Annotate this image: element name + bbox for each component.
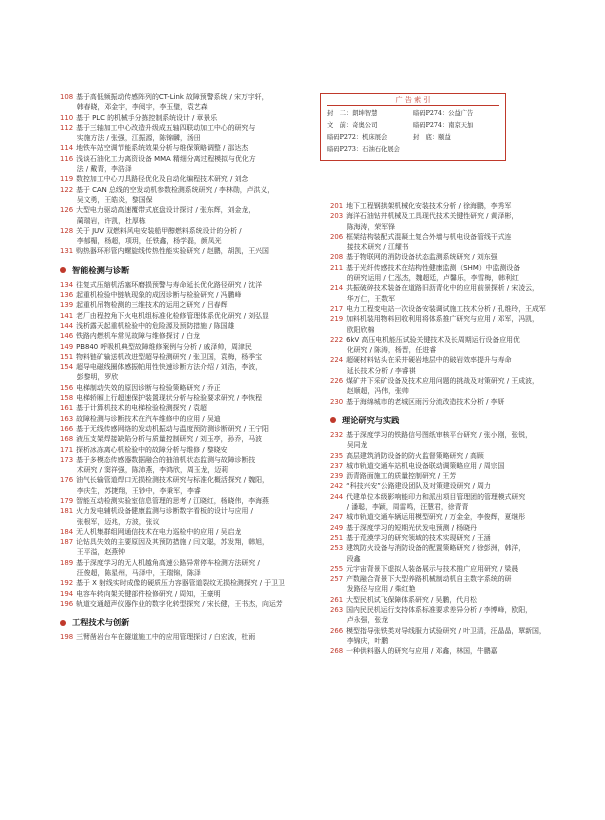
entry-text: 火力发电辅机设备健康监测与诊断数字看板的设计与应用 / — [76, 507, 253, 516]
toc-entry — [330, 314, 595, 324]
page-number: 194 — [60, 589, 74, 598]
toc-entry — [330, 242, 595, 252]
page-number: 192 — [60, 579, 74, 588]
right-pre-entries — [330, 201, 595, 407]
entry-text: 段鑫 — [333, 554, 361, 563]
entry-text: 海洋石油钻井机械及工具现代技术关键性研究 / 黄泽彬， — [346, 212, 519, 221]
toc-entry — [330, 543, 595, 553]
entry-text: 张根军，迈兆，方波，张议 — [63, 517, 160, 526]
toc-entry — [330, 574, 595, 584]
page-number: 126 — [60, 206, 74, 215]
page-number: 144 — [60, 321, 74, 330]
toc-entry — [60, 102, 320, 112]
entry-text: 探析冰冻离心机检验中的故障分析与维修 / 黎晓安 — [76, 445, 228, 454]
page-number: 110 — [60, 113, 74, 122]
toc-entry — [330, 211, 595, 221]
entry-text: 蔺瑞岩，许凯，杜厚栋 — [63, 216, 146, 225]
entry-text: 煤矿井下采矿设备及技术应用问题的挑战及对策研究 / 王成波， — [346, 377, 539, 386]
entry-text: 无人机集群组网通信技术在电力巡检中的应用 / 吴启龙 — [76, 527, 242, 536]
page-number: 151 — [60, 352, 74, 361]
toc-entry — [60, 632, 320, 642]
toc-entry — [330, 222, 595, 232]
page-number: 166 — [60, 424, 74, 433]
page-number: 158 — [60, 394, 74, 403]
toc-entry — [60, 424, 320, 434]
entry-text: 起重机检验中链轨现象的成因诊断与检验研究 / 冯鹏峰 — [76, 291, 242, 300]
toc-entry — [330, 325, 595, 335]
toc-entry — [330, 345, 595, 355]
toc-entry — [330, 366, 595, 376]
toc-entry — [60, 280, 320, 290]
entry-text: 国内民民机运行支持体系标准要求差异分析 / 李博峰，欧阳， — [346, 605, 533, 614]
toc-entry — [60, 506, 320, 516]
toc-entry — [60, 599, 320, 609]
toc-entry — [60, 205, 320, 215]
toc-entry — [330, 263, 595, 273]
entry-text: 地铁车站空调节能系统效果分析与维保策略调整 / 邵达杰 — [76, 144, 249, 153]
toc-entry — [60, 527, 320, 537]
page-number: 253 — [330, 544, 344, 553]
entry-text: 城市轨道交通车站机电设备联动调策略应用 / 周宗国 — [346, 461, 505, 470]
entry-text: 加料机装用物料回收利用将体系推广研究与应用 / 邓军，冯凯， — [346, 315, 539, 324]
ad-entry: 封 二：朗坤智慧 — [327, 110, 378, 117]
left-column — [60, 0, 320, 643]
entry-text: 欧阳欣棉 — [333, 325, 375, 334]
toc-entry — [330, 584, 595, 594]
entry-text: 基于深度学习的铁路信号图纸审核平台研究 / 张小刚，张锐， — [346, 430, 533, 439]
toc-entry — [60, 362, 320, 372]
entry-text: 基于深度学习的无人机越角高速公路异常停车检测方法研究 / — [76, 558, 260, 567]
entry-text: 往复式压缩机活塞环磨损预警与寿命延长优化路径研究 / 沈洋 — [76, 280, 263, 289]
page-number: 263 — [330, 605, 344, 614]
entry-text: 基于物联网的消防设备状态监测系统研究 / 刘东强 — [346, 253, 498, 262]
entry-text: 李郁楣，杨超，项玥，任铁鑫，杨学磊，颜凤光 — [63, 237, 222, 246]
page-number: 201 — [330, 202, 344, 210]
toc-entry — [60, 92, 320, 102]
entry-text: PB840 呼吸机典型故障维修案例与分析 / 戚泽帅，周津民 — [76, 342, 252, 351]
page-number: 249 — [330, 523, 344, 532]
toc-entry — [330, 335, 595, 345]
toc-entry — [60, 154, 320, 164]
entry-text: 实施方法 / 张强，江振源，陈锦麟，汤田 — [63, 134, 201, 143]
entry-text: 基于多模态传感器数据融合的抽油机状态监测与故障诊断技 — [76, 455, 256, 464]
page-number: 116 — [60, 154, 74, 163]
entry-text: 地下工程钢拱架机械化安装技术分析 / 徐海鹏，李秀军 — [346, 202, 512, 210]
toc-entry — [330, 440, 595, 450]
page-number: 266 — [330, 626, 344, 635]
toc-entry — [60, 455, 320, 465]
page-number: 128 — [60, 226, 74, 235]
entry-text: 老厂由程控角下火电机组标准化检修管理体系优化研究 / 刘弘显 — [76, 311, 269, 320]
ad-entry: 封 底：颐益 — [413, 134, 451, 141]
toc-entry — [330, 461, 595, 471]
entry-text: 购热器环形管内螺旋线传热性能实验研究 / 赵鹏，胡凯，王兴国 — [76, 247, 269, 256]
entry-text: 华万仁，王数军 — [333, 294, 396, 303]
entry-text: 接技术研究 / 江耀书 — [333, 243, 409, 252]
toc-entry — [330, 294, 595, 304]
page-number: 217 — [330, 304, 344, 313]
ad-entry: 文 前：奇奥公司 — [327, 122, 378, 129]
entry-text: 代建单位本级影响能印力和派出项目管理团的管理模式研究 — [346, 492, 526, 501]
toc-entry — [330, 554, 595, 564]
page-number: 163 — [60, 414, 74, 423]
left-section1-entries — [60, 280, 320, 610]
entry-text: 框架结构装配式混凝土复合外墙与机电设备管线干式连 — [346, 232, 512, 241]
toc-entry — [330, 512, 595, 522]
page-number: 161 — [60, 404, 74, 413]
toc-entry — [60, 216, 320, 226]
toc-entry — [330, 595, 595, 605]
toc-entry — [330, 492, 595, 502]
toc-entry — [60, 331, 320, 341]
entry-text: 化研究 / 陈涛，杨晋，任进睿 — [333, 346, 437, 355]
page-number: 176 — [60, 476, 74, 485]
page-number: 235 — [330, 451, 344, 460]
page-number: 226 — [330, 377, 344, 386]
page-number: 122 — [60, 185, 74, 194]
entry-text: / 潘聪，李颖，周雷鸣，汪慧君，徐青青 — [333, 503, 469, 512]
entry-text: 三臂凿岩台车在隧道施工中的应用管理探讨 / 白宏波，杜雨 — [76, 633, 256, 642]
toc-entry — [60, 475, 320, 485]
toc-entry — [330, 252, 595, 262]
entry-text: “科技兴安”公路建设团队及对策建设研究 / 周力 — [346, 482, 491, 491]
toc-entry — [330, 523, 595, 533]
entry-text: 李锦庆，叶鹏 — [333, 636, 389, 645]
page-number: 239 — [330, 472, 344, 481]
entry-text: 基于 PLC 的机械手分拣控制系统设计 / 章景乐 — [76, 113, 218, 122]
section-title: 工程技术与创新 — [72, 617, 130, 628]
page-number: 257 — [330, 575, 344, 584]
entry-text: 数控加工中心刀具路径优化及自动化编程技术研究 / 刘念 — [76, 175, 249, 184]
page-number: 196 — [60, 599, 74, 608]
entry-text: 法 / 戴青，李浩泽 — [63, 165, 132, 174]
entry-text: 大型电力驱动高速覆带式底盘设计探讨 / 张东辉，刘金龙， — [76, 206, 256, 215]
entry-text: 的研究运用 / 仁泓杰，魏超廷，卢馨乐，李雪梅，韩利红 — [333, 274, 519, 283]
entry-text: 电容车转向架关键部件检修研究 / 周知，王豪明 — [76, 589, 221, 598]
toc-entry — [330, 451, 595, 461]
section-title: 智能检测与诊断 — [72, 264, 130, 275]
bullet-icon — [330, 417, 336, 423]
entry-text: 产数融合背景下大型养路机械制动机自主数字系统的研 — [346, 575, 512, 584]
ad-entry: 暗码P274：公益广告 — [413, 110, 474, 117]
section-heading — [330, 415, 595, 426]
page-number: 203 — [330, 212, 344, 221]
entry-text: 基于 X 射线实时成像的硬质压力容器管道裂纹无损检测探究 / 于卫卫 — [76, 579, 285, 588]
toc-entry — [330, 376, 595, 386]
page-number: 136 — [60, 291, 74, 300]
page-number: 171 — [60, 445, 74, 454]
toc-entry — [330, 564, 595, 574]
toc-entry — [60, 352, 320, 362]
entry-text: 超硬材料钻头在采井硬岩地层中的破岩效率提升与寿命 — [346, 356, 512, 365]
section-heading — [60, 265, 320, 276]
toc-entry — [330, 386, 595, 396]
toc-entry — [60, 290, 320, 300]
toc-entry — [60, 568, 320, 578]
entry-text: 液压支架焊接缺陷分析与质量控制研究 / 刘玉亭，孙乔，马波 — [76, 435, 263, 444]
toc-entry — [60, 113, 320, 123]
section-title: 理论研究与实践 — [342, 414, 400, 425]
toc-entry — [330, 533, 595, 543]
entry-text: 关于 JUV 双燃料风电安装船甲醇燃料系统设计的分析 / — [76, 226, 242, 235]
section-heading — [60, 617, 320, 628]
entry-text: 赵顺超，冯伟，张帅 — [333, 387, 409, 396]
toc-entry — [60, 558, 320, 568]
toc-entry — [60, 547, 320, 557]
left-pre-entries — [60, 92, 320, 257]
entry-text: 基于计算机技术的电梯检验检测探究 / 袁超 — [76, 404, 207, 413]
toc-entry — [60, 486, 320, 496]
entry-text: 基于深度学习的短期光伏发电预测 / 杨晓丹 — [346, 523, 477, 532]
left-section2-entries — [60, 632, 320, 642]
entry-text: 基于 CAN 总线的空发动机参数检测系统研究 / 李林勋，卢洪义， — [76, 185, 275, 194]
entry-text: 卢永强，张龙 — [333, 616, 389, 625]
toc-entry — [330, 502, 595, 512]
entry-text: 基于海绵城市的老城区雨污分流改造技术分析 / 李妍 — [346, 397, 505, 406]
entry-text: 智能互动检测实验室信息管理的思考 / 江晓红，杨晓伟，李海燕 — [76, 496, 269, 505]
entry-text: 一种供料器人的研究与应用 / 邓鑫，林国，牛鹏嘉 — [346, 647, 498, 656]
page-number: 168 — [60, 435, 74, 444]
page-number: 224 — [330, 356, 344, 365]
page-number: 146 — [60, 332, 74, 341]
entry-text: 汪俊超，陈星州，马泽中，王瑞锦，陈泽 — [63, 569, 201, 578]
entry-text: 吴文勇，王皓炎，黎国保 — [63, 195, 153, 204]
entry-text: 共振破碎技术装备在道路旧沥青化中的应用前景探析 / 宋凌云， — [346, 284, 539, 293]
toc-entry — [330, 283, 595, 293]
entry-text: 基于高低频振动传感阵列的CT-Link 故障预警系统 / 宋万宇轩， — [76, 93, 269, 101]
toc-entry — [60, 465, 320, 475]
page-number: 214 — [330, 284, 344, 293]
bullet-icon — [60, 620, 66, 626]
right-column — [330, 0, 595, 656]
page-number: 179 — [60, 496, 74, 505]
page-number: 189 — [60, 558, 74, 567]
toc-entry — [60, 123, 320, 133]
page-number: 134 — [60, 280, 74, 289]
page-number: 156 — [60, 383, 74, 392]
entry-text: 城市轨道交通车辆运用模型研究 / 万金金，李俊辉，夏继彤 — [346, 513, 526, 522]
entry-text: 物料链矿输送机改进型超导检测研究 / 张卫国，袁梅，杨季宝 — [76, 352, 263, 361]
entry-text: 起重机吊物检测的三维技术的运用之研究 / 吕春辉 — [76, 301, 228, 310]
toc-entry — [60, 226, 320, 236]
entry-text: 元宇宙背景下虚拟人装备展示与技术推广应用研究 / 梁晨 — [346, 564, 519, 573]
page-number: 219 — [330, 315, 344, 324]
page-number: 173 — [60, 455, 74, 464]
toc-entry — [60, 537, 320, 547]
toc-entry — [60, 143, 320, 153]
toc-entry — [330, 481, 595, 491]
toc-entry — [60, 300, 320, 310]
entry-text: 沥青路面施工的质量控制研究 / 王芳 — [346, 472, 457, 481]
page-number: 206 — [330, 232, 344, 241]
entry-text: 建筑防火设备与消防设备的配置策略研究 / 徐彭洲，韩洋， — [346, 544, 526, 553]
page-number: 247 — [330, 513, 344, 522]
entry-text: 6kV 高压电机能压试验关键技术及长周期运行设备应用优 — [346, 335, 520, 344]
toc-entry — [60, 342, 320, 352]
toc-entry — [60, 236, 320, 246]
toc-entry — [60, 578, 320, 588]
page-number: 112 — [60, 123, 74, 132]
toc-entry — [60, 164, 320, 174]
ad-entry: 暗码P273：石油石化展会 — [327, 146, 400, 153]
page-number: 181 — [60, 507, 74, 516]
page-number: 154 — [60, 363, 74, 372]
entry-text: 大型民机试飞保障体系研究 / 吴鹏，代月松 — [346, 595, 477, 604]
entry-text: 故障检测与诊断技术在汽车维修中的应用 / 吴迪 — [76, 414, 221, 423]
entry-text: 王平溢，赵燕钟 — [63, 548, 126, 557]
ad-index-title: 广 告 索 引 — [327, 96, 499, 106]
toc-entry — [60, 589, 320, 599]
toc-entry — [330, 636, 595, 646]
right-section-entries — [330, 430, 595, 657]
page-number: 131 — [60, 247, 74, 256]
toc-entry — [330, 605, 595, 615]
page-number: 237 — [330, 461, 344, 470]
toc-entry — [330, 232, 595, 242]
toc-entry — [60, 414, 320, 424]
page-number: 141 — [60, 311, 74, 320]
toc-entry — [330, 201, 595, 211]
toc-entry — [330, 273, 595, 283]
page-number: 114 — [60, 144, 74, 153]
entry-text: 模型指导张铁类对导线服力试验研究 / 叶卫清，汪晶晶，覃新国， — [346, 626, 546, 635]
entry-text: 陈海涛，荣军锋 — [333, 222, 396, 231]
entry-text: 基于荒漠学习的研究领域的技术实现研究 / 王涵 — [346, 533, 491, 542]
entry-text: 电梯轿厢上行超速保护装置现状分析与检验要求研究 / 李恢程 — [76, 394, 263, 403]
entry-text: 吴同龙 — [333, 441, 368, 450]
entry-text: 电梯制动失效的原因诊断与检验策略研究 / 乔正 — [76, 383, 221, 392]
toc-entry — [60, 393, 320, 403]
page-number: 198 — [60, 633, 74, 642]
page-number: 230 — [330, 397, 344, 406]
bullet-icon — [60, 267, 66, 273]
page-number: 119 — [60, 175, 74, 184]
page-number: 222 — [330, 335, 344, 344]
toc-entry — [60, 383, 320, 393]
entry-text: 铁路内燃机车常见故障与维修探讨 / 白龙 — [76, 332, 200, 341]
toc-entry — [330, 626, 595, 636]
toc-entry — [330, 430, 595, 440]
entry-text: 高层建筑消防设备的防火监督策略研究 / 高顾 — [346, 451, 484, 460]
toc-entry — [60, 403, 320, 413]
toc-entry — [60, 321, 320, 331]
page-number: 139 — [60, 301, 74, 310]
page-number: 242 — [330, 482, 344, 491]
toc-entry — [60, 372, 320, 382]
entry-text: 基于无线传感网络的发动机振动与温度预防测诊断研究 / 王宁阳 — [76, 424, 269, 433]
entry-text: 发路径与应用 / 柴红艳 — [333, 585, 416, 594]
entry-text: 论钻具失效的主要原因及其预防措施 / 闫文聪，苏发翔，韩旭， — [76, 538, 269, 547]
page-number: 211 — [330, 263, 344, 272]
entry-text: 基于光纤传感技术在结构性健康监测（SHM）中监测设备 — [346, 263, 521, 272]
toc-entry — [330, 397, 595, 407]
entry-text: 浅谈石油化工力离资设备 MMA 精细分离过程模拟与优化方 — [76, 154, 256, 163]
entry-text: 术研究 / 窦祥强，陈沛燕，李鸿欣，周玉龙，迈莉 — [63, 466, 229, 475]
toc-entry — [60, 246, 320, 256]
toc-entry — [60, 434, 320, 444]
toc-entry — [60, 195, 320, 205]
ad-entry: 暗码P274：南京天加 — [413, 122, 474, 129]
entry-text: 电力工程变电站一次设备安装调试施工技术分析 / 孔维玲，王成军 — [346, 304, 546, 313]
entry-text: 轨道交通超声仪器作业的数字化转型探究 / 宋长健，王书杰，向运芳 — [76, 599, 283, 608]
page-number: 108 — [60, 93, 74, 101]
page-number: 261 — [330, 595, 344, 604]
toc-entry — [330, 646, 595, 656]
toc-entry — [330, 304, 595, 314]
entry-text: 油气长输管道焊口无损检测技术研究与标准化概活探究 / 魏阳， — [76, 476, 269, 485]
toc-entry — [60, 174, 320, 184]
toc-entry — [330, 615, 595, 625]
page-number: 268 — [330, 647, 344, 656]
page-number: 244 — [330, 492, 344, 501]
toc-entry — [60, 445, 320, 455]
entry-text: 李庆生，苏捷翔，王钞中，李秉军，李睿 — [63, 486, 201, 495]
toc-entry — [60, 185, 320, 195]
page-number: 255 — [330, 564, 344, 573]
toc-entry — [60, 496, 320, 506]
toc-entry — [60, 311, 320, 321]
page-number: 184 — [60, 527, 74, 536]
entry-text: 基于三轴加工中心改造升级成五轴四联动加工中心的研究与 — [76, 123, 256, 132]
page-number: 149 — [60, 342, 74, 351]
entry-text: 浅析露天起重机检验中的危险源及预防措施 / 陈国雄 — [76, 321, 235, 330]
entry-text: 超导电磁线圈体感振帕用性快速诊断方法介绍 / 刘浩，李波， — [76, 363, 263, 372]
toc-entry — [330, 471, 595, 481]
entry-text: 延长技术分析 / 李睿祺 — [333, 366, 416, 375]
toc-entry — [60, 517, 320, 527]
page-number: 251 — [330, 533, 344, 542]
toc-entry — [330, 355, 595, 365]
entry-text: 韩春晓，邓金宇，李阅宇，李玉璧，袁艺森 — [63, 103, 208, 112]
page-number: 232 — [330, 430, 344, 439]
toc-entry — [60, 133, 320, 143]
entry-text: 彭黎明，罗欣 — [63, 373, 119, 382]
page-number: 208 — [330, 253, 344, 262]
ad-entry: 暗码P272：机床展会 — [327, 134, 388, 141]
page-number: 187 — [60, 538, 74, 547]
